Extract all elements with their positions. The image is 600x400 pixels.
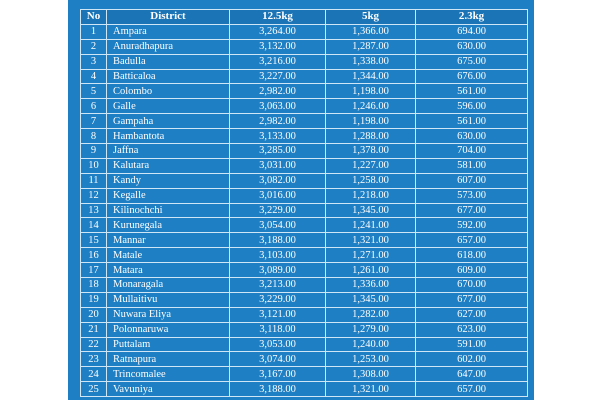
cell-12-5kg-price: 3,188.00: [230, 382, 326, 397]
cell-no: 23: [81, 352, 107, 367]
header-2-3kg: 2.3kg: [416, 10, 528, 25]
cell-no: 6: [81, 99, 107, 114]
cell-12-5kg-price: 3,082.00: [230, 173, 326, 188]
cell-no: 17: [81, 263, 107, 278]
table-row: [81, 69, 528, 84]
cell-district: Vavuniya: [107, 382, 230, 397]
cell-2-3kg-price: 592.00: [416, 218, 528, 233]
cell-district: Mullaitivu: [107, 292, 230, 307]
cell-district: Puttalam: [107, 337, 230, 352]
table-row: [81, 129, 528, 144]
cell-no: 19: [81, 292, 107, 307]
cell-5kg-price: 1,287.00: [326, 39, 416, 54]
table-row: [81, 99, 528, 114]
cell-12-5kg-price: 2,982.00: [230, 84, 326, 99]
cell-12-5kg-price: 3,188.00: [230, 233, 326, 248]
cell-12-5kg-price: 3,121.00: [230, 307, 326, 322]
table-row: [81, 367, 528, 382]
table-row: [81, 292, 528, 307]
cell-district: Trincomalee: [107, 367, 230, 382]
cell-district: Monaragala: [107, 278, 230, 293]
cell-no: 8: [81, 129, 107, 144]
price-table-panel: [68, 0, 534, 400]
cell-2-3kg-price: 694.00: [416, 24, 528, 39]
cell-2-3kg-price: 561.00: [416, 84, 528, 99]
cell-district: Matale: [107, 248, 230, 263]
table-header-row: [81, 10, 528, 25]
cell-12-5kg-price: 3,031.00: [230, 158, 326, 173]
cell-5kg-price: 1,227.00: [326, 158, 416, 173]
cell-5kg-price: 1,321.00: [326, 382, 416, 397]
cell-12-5kg-price: 3,089.00: [230, 263, 326, 278]
cell-12-5kg-price: 3,213.00: [230, 278, 326, 293]
cell-2-3kg-price: 623.00: [416, 322, 528, 337]
cell-12-5kg-price: 3,053.00: [230, 337, 326, 352]
cell-district: Matara: [107, 263, 230, 278]
cell-district: Ampara: [107, 24, 230, 39]
cell-2-3kg-price: 627.00: [416, 307, 528, 322]
cell-2-3kg-price: 607.00: [416, 173, 528, 188]
cell-5kg-price: 1,198.00: [326, 84, 416, 99]
table-row: [81, 114, 528, 129]
table-row: [81, 188, 528, 203]
cell-12-5kg-price: 3,216.00: [230, 54, 326, 69]
cell-12-5kg-price: 3,285.00: [230, 144, 326, 159]
cell-5kg-price: 1,345.00: [326, 292, 416, 307]
cell-5kg-price: 1,345.00: [326, 203, 416, 218]
cell-no: 21: [81, 322, 107, 337]
cell-no: 11: [81, 173, 107, 188]
cell-5kg-price: 1,279.00: [326, 322, 416, 337]
cell-12-5kg-price: 3,264.00: [230, 24, 326, 39]
cell-district: Galle: [107, 99, 230, 114]
cell-district: Jaffna: [107, 144, 230, 159]
cell-2-3kg-price: 618.00: [416, 248, 528, 263]
cell-12-5kg-price: 3,074.00: [230, 352, 326, 367]
cell-5kg-price: 1,271.00: [326, 248, 416, 263]
cell-5kg-price: 1,241.00: [326, 218, 416, 233]
cell-2-3kg-price: 630.00: [416, 39, 528, 54]
table-row: [81, 203, 528, 218]
cell-2-3kg-price: 657.00: [416, 382, 528, 397]
cell-5kg-price: 1,261.00: [326, 263, 416, 278]
cell-no: 7: [81, 114, 107, 129]
cell-5kg-price: 1,288.00: [326, 129, 416, 144]
cell-5kg-price: 1,336.00: [326, 278, 416, 293]
cell-5kg-price: 1,378.00: [326, 144, 416, 159]
cell-12-5kg-price: 3,133.00: [230, 129, 326, 144]
header-5kg: 5kg: [326, 10, 416, 25]
cell-2-3kg-price: 609.00: [416, 263, 528, 278]
cell-district: Anuradhapura: [107, 39, 230, 54]
cell-2-3kg-price: 596.00: [416, 99, 528, 114]
cell-5kg-price: 1,198.00: [326, 114, 416, 129]
cell-2-3kg-price: 581.00: [416, 158, 528, 173]
cell-no: 9: [81, 144, 107, 159]
table-row: [81, 84, 528, 99]
table-row: [81, 54, 528, 69]
cell-no: 24: [81, 367, 107, 382]
cell-2-3kg-price: 677.00: [416, 292, 528, 307]
cell-no: 10: [81, 158, 107, 173]
cell-12-5kg-price: 3,103.00: [230, 248, 326, 263]
cell-district: Mannar: [107, 233, 230, 248]
cell-district: Polonnaruwa: [107, 322, 230, 337]
cell-no: 18: [81, 278, 107, 293]
cell-2-3kg-price: 677.00: [416, 203, 528, 218]
table-row: [81, 158, 528, 173]
cell-no: 13: [81, 203, 107, 218]
cell-no: 16: [81, 248, 107, 263]
cell-12-5kg-price: 3,167.00: [230, 367, 326, 382]
cell-12-5kg-price: 3,227.00: [230, 69, 326, 84]
district-price-table: [80, 9, 528, 397]
cell-12-5kg-price: 3,054.00: [230, 218, 326, 233]
cell-district: Kurunegala: [107, 218, 230, 233]
cell-2-3kg-price: 704.00: [416, 144, 528, 159]
cell-district: Ratnapura: [107, 352, 230, 367]
cell-5kg-price: 1,253.00: [326, 352, 416, 367]
cell-2-3kg-price: 630.00: [416, 129, 528, 144]
cell-district: Hambantota: [107, 129, 230, 144]
cell-2-3kg-price: 676.00: [416, 69, 528, 84]
cell-12-5kg-price: 3,063.00: [230, 99, 326, 114]
cell-district: Gampaha: [107, 114, 230, 129]
table-row: [81, 39, 528, 54]
table-row: [81, 337, 528, 352]
cell-12-5kg-price: 2,982.00: [230, 114, 326, 129]
cell-2-3kg-price: 561.00: [416, 114, 528, 129]
cell-district: Colombo: [107, 84, 230, 99]
cell-5kg-price: 1,338.00: [326, 54, 416, 69]
header-12-5kg: 12.5kg: [230, 10, 326, 25]
cell-district: Kegalle: [107, 188, 230, 203]
table-row: [81, 382, 528, 397]
cell-no: 5: [81, 84, 107, 99]
table-body: [81, 24, 528, 396]
table-row: [81, 233, 528, 248]
cell-12-5kg-price: 3,132.00: [230, 39, 326, 54]
cell-no: 2: [81, 39, 107, 54]
cell-district: Nuwara Eliya: [107, 307, 230, 322]
cell-no: 4: [81, 69, 107, 84]
cell-12-5kg-price: 3,229.00: [230, 203, 326, 218]
cell-5kg-price: 1,246.00: [326, 99, 416, 114]
table-row: [81, 352, 528, 367]
header-no: No: [81, 10, 107, 25]
cell-2-3kg-price: 675.00: [416, 54, 528, 69]
cell-12-5kg-price: 3,118.00: [230, 322, 326, 337]
cell-district: Kilinochchi: [107, 203, 230, 218]
cell-2-3kg-price: 657.00: [416, 233, 528, 248]
cell-no: 12: [81, 188, 107, 203]
table-row: [81, 263, 528, 278]
cell-5kg-price: 1,258.00: [326, 173, 416, 188]
cell-2-3kg-price: 647.00: [416, 367, 528, 382]
cell-no: 25: [81, 382, 107, 397]
cell-2-3kg-price: 602.00: [416, 352, 528, 367]
cell-no: 1: [81, 24, 107, 39]
cell-12-5kg-price: 3,016.00: [230, 188, 326, 203]
table-row: [81, 307, 528, 322]
cell-5kg-price: 1,282.00: [326, 307, 416, 322]
cell-2-3kg-price: 670.00: [416, 278, 528, 293]
table-row: [81, 322, 528, 337]
cell-district: Kalutara: [107, 158, 230, 173]
table-row: [81, 24, 528, 39]
cell-2-3kg-price: 573.00: [416, 188, 528, 203]
cell-5kg-price: 1,240.00: [326, 337, 416, 352]
table-row: [81, 278, 528, 293]
cell-no: 15: [81, 233, 107, 248]
cell-no: 20: [81, 307, 107, 322]
header-district: District: [107, 10, 230, 25]
cell-5kg-price: 1,344.00: [326, 69, 416, 84]
table-row: [81, 144, 528, 159]
cell-district: Badulla: [107, 54, 230, 69]
cell-no: 3: [81, 54, 107, 69]
cell-district: Kandy: [107, 173, 230, 188]
table-row: [81, 248, 528, 263]
cell-5kg-price: 1,366.00: [326, 24, 416, 39]
table-row: [81, 173, 528, 188]
cell-12-5kg-price: 3,229.00: [230, 292, 326, 307]
cell-5kg-price: 1,218.00: [326, 188, 416, 203]
cell-5kg-price: 1,321.00: [326, 233, 416, 248]
table-row: [81, 218, 528, 233]
cell-district: Batticaloa: [107, 69, 230, 84]
cell-no: 14: [81, 218, 107, 233]
cell-no: 22: [81, 337, 107, 352]
cell-5kg-price: 1,308.00: [326, 367, 416, 382]
cell-2-3kg-price: 591.00: [416, 337, 528, 352]
